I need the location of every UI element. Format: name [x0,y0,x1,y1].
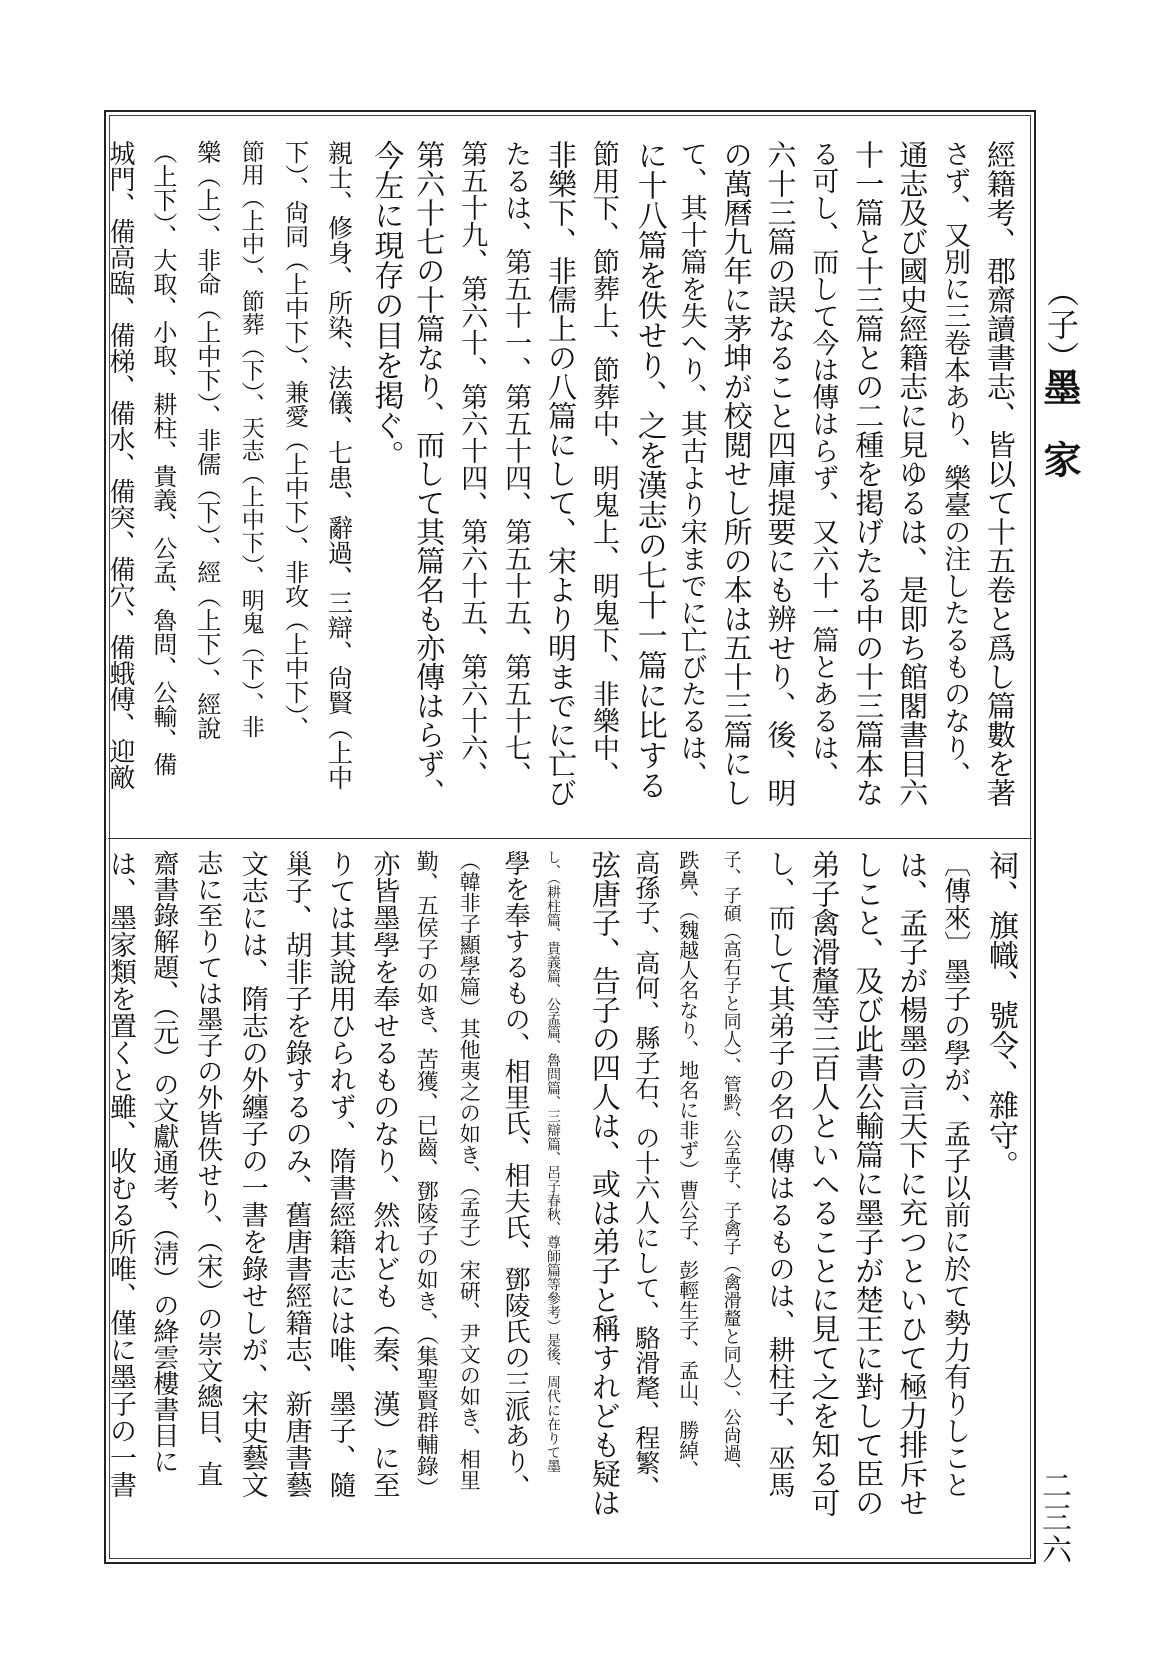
upper-text-column: に十八篇を佚せり、之を漢志の七十一篇に比する [631,140,667,800]
upper-text-column: 第五十九、第六十、第六十四、第六十五、第六十六、 [456,140,488,788]
lower-text-column: 齋書錄解題、（元）の文獻通考、（淸）の絳雲樓書目に [148,850,179,1474]
lower-text-column: し、（耕柱篇、貴義篇、公孟篇、魯問篇、三辯篇、呂子春秋、尊師篇等參考）是後、周代に在りて墨 [545,850,561,1473]
upper-text-column: 十一篇と十三篇との二種を掲げたる中の十三篇本な [851,140,886,807]
school-title: 墨家 [1037,368,1082,512]
lower-text-column: りては其說用ひられず、隋書經籍志には唯、墨子、隨 [324,850,356,1498]
upper-text-column: て、其十篇を失へり、其古より宋までに亡びたるは、 [675,140,707,788]
page-number: 二三六 [1036,1470,1071,1566]
lower-text-column: 祠、旗幟、號令、雜守。 [983,850,1018,1180]
upper-text-column: る可し、而して今は傳はらず、又六十一篇とあるは、 [807,140,839,788]
upper-text-column: （上下）、大取、小取、耕柱、貴義、公孟、魯問、公輸、備 [148,140,177,776]
lower-text-column: 跌鼻、（魏越人名なり、地名に非ず）曹公子、彭輕生子、孟山、勝綽、 [675,850,700,1480]
upper-text-column: 城門、備高臨、備梯、備水、備突、備穴、備蛾傅、迎敵 [105,140,135,790]
upper-text-column: 今左に現存の目を掲ぐ。 [368,140,404,470]
lower-text-column: 志に至りては墨子の外皆佚せり、（宋）の崇文總目、直 [192,850,223,1487]
lower-text-column: 〔傳來〕墨子の學が、孟子以前に於て勢力有りしこと [939,850,971,1498]
lower-text-column: （韓非子顯學篇）其他夷之の如き、（孟子）宋硏、尹文の如き、相里 [457,850,482,1491]
section-divider [108,838,1032,839]
lower-text-column: 弟子禽滑釐等三百人といへることに見て之を知る可 [807,850,842,1517]
lower-text-column: 學を奉するもの、相里氏、相夫氏、鄧陵氏の三派あり、 [500,850,531,1500]
upper-text-column: 非樂下、非儒上の八篇にして、宋より明までに亡び [544,140,578,807]
lower-text-column: 巢子、胡非子を錄するのみ、舊唐書經籍志、新唐書藝 [280,850,312,1498]
lower-text-column: 高孫子、高何、縣子石、の十六人にして、駱滑氂、程繁、 [631,850,661,1500]
section-label: （子） [1042,275,1080,374]
upper-text-column: 通志及び國史經籍志に見ゆるは、是即ち館閣書目六 [895,140,930,807]
upper-text-column: 親士、修身、所染、法儀、七患、辭過、三辯、尙賢（上中 [324,140,354,790]
lower-text-column: 子、子碩（高石子と同人）、管黔、公孟子、子禽子（禽滑釐と同人）、公尙過、 [720,850,742,1480]
upper-text-column: 樂（上）、非命（上中下）、非儒（下）、經（上下）、經說 [192,140,221,740]
lower-text-column: しこと、及び此書公輸篇に墨子が楚王に對して臣の [851,850,886,1517]
upper-text-column: さず、又別に三卷本あり、樂臺の注したるものなり、 [939,140,971,788]
upper-text-column: 六十三篇の誤なること四庫提要にも辨せり、後、明 [763,140,798,807]
lower-text-column: し、而して其弟子の名の傳はるものは、耕柱子、巫馬 [763,850,795,1498]
upper-text-column: 下）、尙同（上中下）、兼愛（上中下）、非攻（上中下）、 [280,140,309,740]
upper-text-column: 節用（上中）、節葬（下）、天志（上中下）、明鬼（下）、非 [237,140,264,738]
upper-text-column: 節用下、節葬上、節葬中、明鬼上、明鬼下、非樂中、 [587,140,619,788]
upper-text-column: たるは、第五十一、第五十四、第五十五、第五十七、 [500,140,532,788]
lower-text-column: は、墨家類を置くと雖、收むる所唯、僅に墨子の一書 [105,850,136,1498]
lower-text-column: 弦唐子、告子の四人は、或は弟子と稱すれども疑は [587,850,622,1517]
upper-text-column: の萬曆九年に茅坤が校閲せし所の本は五十三篇にし [719,140,754,807]
lower-text-column: 勤、五侯子の如き、苦獲、已齒、鄧陵子の如き、（集聖賢群輔錄） [413,850,439,1499]
lower-text-column: 文志には、隋志の外纏子の一書を錄せしが、宋史藝文 [236,850,268,1498]
upper-text-column: 經籍考、郡齋讀書志、皆以て十五卷と爲し篇數を著 [983,140,1017,807]
lower-text-column: 亦皆墨學を奉せるものなり、然れども（秦、漢）に至 [368,850,400,1498]
upper-text-column: 第六十七の十篇なり、而して其篇名も亦傳はらず、 [412,140,447,807]
lower-text-column: は、孟子が楊墨の言天下に充つといひて極力排斥せ [895,850,930,1517]
